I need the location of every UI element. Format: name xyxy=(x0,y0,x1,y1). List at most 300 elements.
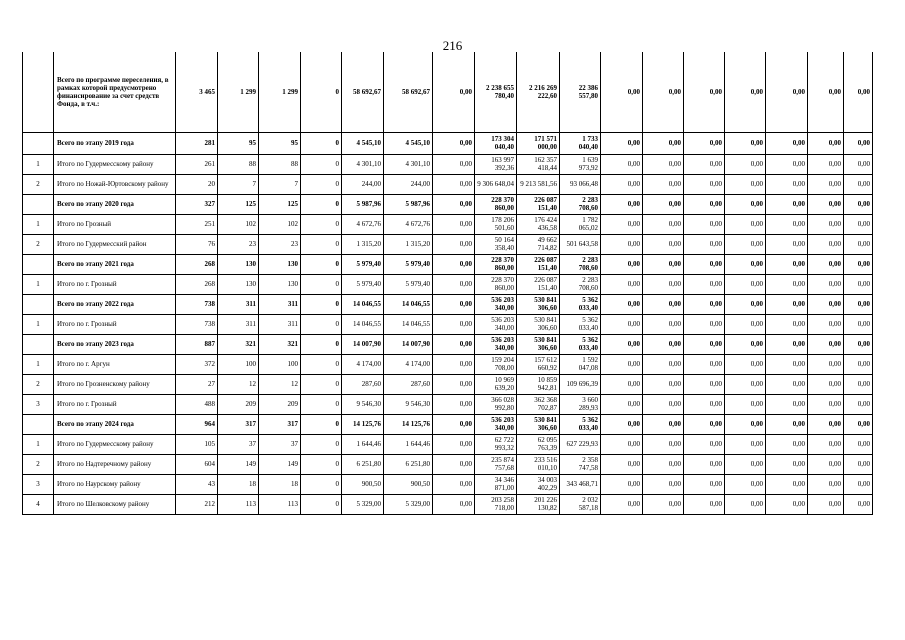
cell-c12: 0,00 xyxy=(643,194,684,214)
cell-c11: 0,00 xyxy=(601,274,643,294)
cell-c13: 0,00 xyxy=(684,52,725,132)
cell-c3: 95 xyxy=(259,132,301,154)
cell-c9: 49 662 714,82 xyxy=(517,234,560,254)
row-number: 1 xyxy=(23,434,54,454)
cell-c14: 0,00 xyxy=(725,494,766,514)
cell-c1: 20 xyxy=(176,174,218,194)
cell-c7: 0,00 xyxy=(433,474,475,494)
cell-c15: 0,00 xyxy=(766,294,808,314)
row-label: Итого по Грозненскому району xyxy=(54,374,176,394)
cell-c2: 100 xyxy=(218,354,259,374)
cell-c1: 604 xyxy=(176,454,218,474)
program-table xyxy=(22,52,873,515)
cell-c5: 14 125,76 xyxy=(342,414,384,434)
cell-c17: 0,00 xyxy=(844,52,873,132)
cell-c12: 0,00 xyxy=(643,52,684,132)
cell-c12: 0,00 xyxy=(643,254,684,274)
cell-c2: 88 xyxy=(218,154,259,174)
cell-c4: 0 xyxy=(301,414,342,434)
table-row xyxy=(23,274,873,294)
cell-c15: 0,00 xyxy=(766,494,808,514)
table-row xyxy=(23,494,873,514)
cell-c6: 14 046,55 xyxy=(384,294,433,314)
cell-c9: 157 612 660,92 xyxy=(517,354,560,374)
cell-c4: 0 xyxy=(301,494,342,514)
row-number: 3 xyxy=(23,394,54,414)
cell-c9: 34 003 402,29 xyxy=(517,474,560,494)
cell-c10: 2 283 708,60 xyxy=(560,194,601,214)
row-label: Всего по этапу 2023 года xyxy=(54,334,176,354)
cell-c5: 4 672,76 xyxy=(342,214,384,234)
cell-c7: 0,00 xyxy=(433,254,475,274)
cell-c16: 0,00 xyxy=(808,234,844,254)
cell-c10: 22 386 557,80 xyxy=(560,52,601,132)
cell-c15: 0,00 xyxy=(766,234,808,254)
cell-c14: 0,00 xyxy=(725,234,766,254)
cell-c13: 0,00 xyxy=(684,374,725,394)
cell-c17: 0,00 xyxy=(844,374,873,394)
cell-c11: 0,00 xyxy=(601,194,643,214)
row-label: Итого по Шелковскому району xyxy=(54,494,176,514)
cell-c14: 0,00 xyxy=(725,414,766,434)
table-row xyxy=(23,234,873,254)
cell-c3: 12 xyxy=(259,374,301,394)
cell-c11: 0,00 xyxy=(601,474,643,494)
cell-c8: 228 370 860,00 xyxy=(475,274,517,294)
cell-c16: 0,00 xyxy=(808,414,844,434)
table-row xyxy=(23,314,873,334)
cell-c12: 0,00 xyxy=(643,154,684,174)
cell-c9: 2 216 269 222,60 xyxy=(517,52,560,132)
cell-c16: 0,00 xyxy=(808,274,844,294)
cell-c17: 0,00 xyxy=(844,194,873,214)
summary-row xyxy=(23,132,873,154)
table-body xyxy=(23,52,873,514)
cell-c16: 0,00 xyxy=(808,454,844,474)
table-row xyxy=(23,154,873,174)
cell-c6: 5 987,96 xyxy=(384,194,433,214)
table-row xyxy=(23,354,873,374)
cell-c13: 0,00 xyxy=(684,132,725,154)
cell-c12: 0,00 xyxy=(643,414,684,434)
cell-c16: 0,00 xyxy=(808,434,844,454)
cell-c14: 0,00 xyxy=(725,254,766,274)
row-label: Итого по Гудермесскому району xyxy=(54,434,176,454)
cell-c8: 10 969 639,20 xyxy=(475,374,517,394)
cell-c16: 0,00 xyxy=(808,214,844,234)
cell-c8: 536 203 340,00 xyxy=(475,294,517,314)
cell-c9: 530 841 306,60 xyxy=(517,294,560,314)
row-number: 3 xyxy=(23,474,54,494)
cell-c2: 37 xyxy=(218,434,259,454)
cell-c3: 317 xyxy=(259,414,301,434)
cell-c7: 0,00 xyxy=(433,394,475,414)
cell-c4: 0 xyxy=(301,234,342,254)
cell-c13: 0,00 xyxy=(684,334,725,354)
cell-c7: 0,00 xyxy=(433,494,475,514)
cell-c9: 233 516 010,10 xyxy=(517,454,560,474)
cell-c5: 4 301,10 xyxy=(342,154,384,174)
row-label: Итого по Гудермесский район xyxy=(54,234,176,254)
cell-c5: 5 987,96 xyxy=(342,194,384,214)
cell-c2: 125 xyxy=(218,194,259,214)
cell-c15: 0,00 xyxy=(766,52,808,132)
cell-c12: 0,00 xyxy=(643,234,684,254)
cell-c1: 281 xyxy=(176,132,218,154)
cell-c10: 501 643,58 xyxy=(560,234,601,254)
table-row xyxy=(23,434,873,454)
cell-c5: 4 545,10 xyxy=(342,132,384,154)
cell-c5: 9 546,30 xyxy=(342,394,384,414)
cell-c3: 149 xyxy=(259,454,301,474)
cell-c5: 5 979,40 xyxy=(342,274,384,294)
row-number xyxy=(23,194,54,214)
row-number: 1 xyxy=(23,314,54,334)
cell-c10: 5 362 033,40 xyxy=(560,314,601,334)
cell-c12: 0,00 xyxy=(643,474,684,494)
cell-c14: 0,00 xyxy=(725,194,766,214)
cell-c14: 0,00 xyxy=(725,174,766,194)
cell-c4: 0 xyxy=(301,434,342,454)
cell-c12: 0,00 xyxy=(643,334,684,354)
cell-c1: 887 xyxy=(176,334,218,354)
cell-c8: 235 874 757,68 xyxy=(475,454,517,474)
row-number xyxy=(23,52,54,132)
cell-c10: 2 032 587,18 xyxy=(560,494,601,514)
cell-c13: 0,00 xyxy=(684,434,725,454)
cell-c8: 34 346 871,00 xyxy=(475,474,517,494)
cell-c5: 244,00 xyxy=(342,174,384,194)
cell-c8: 228 370 860,00 xyxy=(475,194,517,214)
cell-c9: 362 368 702,87 xyxy=(517,394,560,414)
row-number: 2 xyxy=(23,234,54,254)
cell-c17: 0,00 xyxy=(844,294,873,314)
cell-c8: 159 204 708,00 xyxy=(475,354,517,374)
row-label: Всего по этапу 2020 года xyxy=(54,194,176,214)
cell-c9: 530 841 306,60 xyxy=(517,334,560,354)
cell-c16: 0,00 xyxy=(808,314,844,334)
cell-c3: 125 xyxy=(259,194,301,214)
cell-c8: 366 028 992,80 xyxy=(475,394,517,414)
cell-c3: 311 xyxy=(259,294,301,314)
row-label: Всего по этапу 2024 года xyxy=(54,414,176,434)
cell-c12: 0,00 xyxy=(643,214,684,234)
cell-c12: 0,00 xyxy=(643,374,684,394)
cell-c6: 6 251,80 xyxy=(384,454,433,474)
cell-c12: 0,00 xyxy=(643,454,684,474)
cell-c9: 226 087 151,40 xyxy=(517,194,560,214)
cell-c10: 109 696,39 xyxy=(560,374,601,394)
cell-c1: 268 xyxy=(176,254,218,274)
cell-c12: 0,00 xyxy=(643,494,684,514)
cell-c7: 0,00 xyxy=(433,434,475,454)
cell-c17: 0,00 xyxy=(844,314,873,334)
cell-c5: 5 979,40 xyxy=(342,254,384,274)
cell-c12: 0,00 xyxy=(643,314,684,334)
cell-c4: 0 xyxy=(301,214,342,234)
cell-c2: 113 xyxy=(218,494,259,514)
cell-c6: 1 644,46 xyxy=(384,434,433,454)
cell-c17: 0,00 xyxy=(844,254,873,274)
cell-c8: 50 164 358,40 xyxy=(475,234,517,254)
table-row xyxy=(23,454,873,474)
cell-c17: 0,00 xyxy=(844,414,873,434)
cell-c13: 0,00 xyxy=(684,234,725,254)
row-number xyxy=(23,294,54,314)
cell-c15: 0,00 xyxy=(766,214,808,234)
cell-c16: 0,00 xyxy=(808,194,844,214)
row-number: 2 xyxy=(23,374,54,394)
row-number: 1 xyxy=(23,354,54,374)
row-label: Всего по программе переселения, в рамках которой предусмотрено финансирование за счет средств Фонда, в т.ч.: xyxy=(54,52,176,132)
cell-c1: 268 xyxy=(176,274,218,294)
cell-c3: 1 299 xyxy=(259,52,301,132)
cell-c13: 0,00 xyxy=(684,274,725,294)
cell-c7: 0,00 xyxy=(433,234,475,254)
cell-c14: 0,00 xyxy=(725,474,766,494)
cell-c6: 9 546,30 xyxy=(384,394,433,414)
cell-c4: 0 xyxy=(301,294,342,314)
cell-c5: 58 692,67 xyxy=(342,52,384,132)
cell-c8: 178 206 501,60 xyxy=(475,214,517,234)
cell-c11: 0,00 xyxy=(601,52,643,132)
cell-c14: 0,00 xyxy=(725,394,766,414)
cell-c7: 0,00 xyxy=(433,154,475,174)
cell-c17: 0,00 xyxy=(844,154,873,174)
cell-c9: 176 424 436,58 xyxy=(517,214,560,234)
cell-c8: 536 203 340,00 xyxy=(475,414,517,434)
cell-c11: 0,00 xyxy=(601,314,643,334)
summary-row xyxy=(23,194,873,214)
cell-c3: 100 xyxy=(259,354,301,374)
cell-c17: 0,00 xyxy=(844,234,873,254)
table-row xyxy=(23,394,873,414)
cell-c17: 0,00 xyxy=(844,174,873,194)
cell-c5: 1 644,46 xyxy=(342,434,384,454)
cell-c8: 163 997 392,36 xyxy=(475,154,517,174)
summary-row xyxy=(23,414,873,434)
cell-c5: 5 329,00 xyxy=(342,494,384,514)
cell-c12: 0,00 xyxy=(643,394,684,414)
cell-c9: 530 841 306,60 xyxy=(517,414,560,434)
cell-c14: 0,00 xyxy=(725,132,766,154)
row-number xyxy=(23,254,54,274)
cell-c15: 0,00 xyxy=(766,394,808,414)
cell-c7: 0,00 xyxy=(433,294,475,314)
cell-c8: 2 238 655 780,40 xyxy=(475,52,517,132)
cell-c10: 2 283 708,60 xyxy=(560,274,601,294)
cell-c9: 201 226 130,82 xyxy=(517,494,560,514)
cell-c5: 4 174,00 xyxy=(342,354,384,374)
row-label: Всего по этапу 2022 года xyxy=(54,294,176,314)
cell-c10: 2 283 708,60 xyxy=(560,254,601,274)
cell-c15: 0,00 xyxy=(766,474,808,494)
cell-c2: 130 xyxy=(218,254,259,274)
cell-c17: 0,00 xyxy=(844,354,873,374)
cell-c12: 0,00 xyxy=(643,354,684,374)
cell-c4: 0 xyxy=(301,174,342,194)
cell-c6: 1 315,20 xyxy=(384,234,433,254)
cell-c2: 102 xyxy=(218,214,259,234)
cell-c8: 228 370 860,00 xyxy=(475,254,517,274)
cell-c16: 0,00 xyxy=(808,474,844,494)
cell-c7: 0,00 xyxy=(433,414,475,434)
cell-c14: 0,00 xyxy=(725,374,766,394)
cell-c1: 327 xyxy=(176,194,218,214)
cell-c16: 0,00 xyxy=(808,294,844,314)
cell-c5: 14 046,55 xyxy=(342,314,384,334)
cell-c2: 130 xyxy=(218,274,259,294)
cell-c15: 0,00 xyxy=(766,314,808,334)
cell-c16: 0,00 xyxy=(808,354,844,374)
cell-c6: 14 125,76 xyxy=(384,414,433,434)
cell-c6: 287,60 xyxy=(384,374,433,394)
cell-c14: 0,00 xyxy=(725,354,766,374)
cell-c7: 0,00 xyxy=(433,454,475,474)
cell-c17: 0,00 xyxy=(844,334,873,354)
cell-c10: 627 229,93 xyxy=(560,434,601,454)
cell-c1: 3 465 xyxy=(176,52,218,132)
cell-c16: 0,00 xyxy=(808,154,844,174)
cell-c4: 0 xyxy=(301,52,342,132)
cell-c13: 0,00 xyxy=(684,194,725,214)
row-number xyxy=(23,414,54,434)
cell-c5: 6 251,80 xyxy=(342,454,384,474)
cell-c6: 14 046,55 xyxy=(384,314,433,334)
cell-c8: 536 203 340,00 xyxy=(475,314,517,334)
cell-c2: 1 299 xyxy=(218,52,259,132)
cell-c4: 0 xyxy=(301,314,342,334)
cell-c14: 0,00 xyxy=(725,334,766,354)
cell-c1: 964 xyxy=(176,414,218,434)
cell-c9: 171 571 000,00 xyxy=(517,132,560,154)
cell-c4: 0 xyxy=(301,194,342,214)
summary-row xyxy=(23,334,873,354)
cell-c2: 18 xyxy=(218,474,259,494)
cell-c15: 0,00 xyxy=(766,254,808,274)
cell-c10: 1 782 065,02 xyxy=(560,214,601,234)
cell-c16: 0,00 xyxy=(808,374,844,394)
cell-c9: 62 095 763,39 xyxy=(517,434,560,454)
cell-c15: 0,00 xyxy=(766,174,808,194)
cell-c13: 0,00 xyxy=(684,254,725,274)
cell-c3: 23 xyxy=(259,234,301,254)
cell-c1: 105 xyxy=(176,434,218,454)
cell-c3: 130 xyxy=(259,254,301,274)
row-label: Итого по Наурскому району xyxy=(54,474,176,494)
cell-c11: 0,00 xyxy=(601,132,643,154)
cell-c9: 162 357 418,44 xyxy=(517,154,560,174)
cell-c6: 14 007,90 xyxy=(384,334,433,354)
cell-c16: 0,00 xyxy=(808,334,844,354)
cell-c7: 0,00 xyxy=(433,374,475,394)
cell-c2: 321 xyxy=(218,334,259,354)
cell-c4: 0 xyxy=(301,454,342,474)
cell-c16: 0,00 xyxy=(808,254,844,274)
cell-c4: 0 xyxy=(301,254,342,274)
cell-c3: 7 xyxy=(259,174,301,194)
cell-c14: 0,00 xyxy=(725,434,766,454)
cell-c17: 0,00 xyxy=(844,474,873,494)
cell-c2: 311 xyxy=(218,294,259,314)
cell-c2: 95 xyxy=(218,132,259,154)
cell-c2: 317 xyxy=(218,414,259,434)
cell-c6: 4 301,10 xyxy=(384,154,433,174)
cell-c16: 0,00 xyxy=(808,52,844,132)
summary-row xyxy=(23,254,873,274)
cell-c3: 18 xyxy=(259,474,301,494)
cell-c13: 0,00 xyxy=(684,454,725,474)
cell-c11: 0,00 xyxy=(601,154,643,174)
cell-c17: 0,00 xyxy=(844,434,873,454)
cell-c8: 536 203 340,00 xyxy=(475,334,517,354)
cell-c11: 0,00 xyxy=(601,254,643,274)
row-number: 1 xyxy=(23,274,54,294)
cell-c5: 900,50 xyxy=(342,474,384,494)
cell-c10: 5 362 033,40 xyxy=(560,294,601,314)
cell-c2: 149 xyxy=(218,454,259,474)
cell-c11: 0,00 xyxy=(601,174,643,194)
cell-c6: 5 979,40 xyxy=(384,274,433,294)
cell-c14: 0,00 xyxy=(725,314,766,334)
cell-c7: 0,00 xyxy=(433,52,475,132)
row-number: 2 xyxy=(23,174,54,194)
cell-c7: 0,00 xyxy=(433,274,475,294)
cell-c2: 12 xyxy=(218,374,259,394)
cell-c15: 0,00 xyxy=(766,194,808,214)
cell-c17: 0,00 xyxy=(844,394,873,414)
cell-c6: 4 174,00 xyxy=(384,354,433,374)
page-number: 216 xyxy=(442,38,463,53)
cell-c13: 0,00 xyxy=(684,314,725,334)
cell-c5: 14 007,90 xyxy=(342,334,384,354)
cell-c6: 900,50 xyxy=(384,474,433,494)
row-label: Итого по г. Грозный xyxy=(54,274,176,294)
cell-c15: 0,00 xyxy=(766,334,808,354)
table-row xyxy=(23,214,873,234)
summary-row xyxy=(23,52,873,132)
cell-c13: 0,00 xyxy=(684,494,725,514)
cell-c13: 0,00 xyxy=(684,474,725,494)
cell-c8: 9 306 648,04 xyxy=(475,174,517,194)
cell-c11: 0,00 xyxy=(601,334,643,354)
cell-c13: 0,00 xyxy=(684,294,725,314)
cell-c1: 43 xyxy=(176,474,218,494)
cell-c4: 0 xyxy=(301,394,342,414)
cell-c10: 5 362 033,40 xyxy=(560,334,601,354)
cell-c13: 0,00 xyxy=(684,154,725,174)
cell-c1: 251 xyxy=(176,214,218,234)
cell-c13: 0,00 xyxy=(684,414,725,434)
cell-c17: 0,00 xyxy=(844,132,873,154)
table-row xyxy=(23,374,873,394)
cell-c7: 0,00 xyxy=(433,354,475,374)
cell-c1: 738 xyxy=(176,294,218,314)
cell-c11: 0,00 xyxy=(601,414,643,434)
cell-c9: 226 087 151,40 xyxy=(517,274,560,294)
cell-c4: 0 xyxy=(301,374,342,394)
cell-c14: 0,00 xyxy=(725,214,766,234)
cell-c7: 0,00 xyxy=(433,314,475,334)
cell-c2: 311 xyxy=(218,314,259,334)
cell-c11: 0,00 xyxy=(601,374,643,394)
cell-c1: 27 xyxy=(176,374,218,394)
cell-c17: 0,00 xyxy=(844,274,873,294)
cell-c13: 0,00 xyxy=(684,354,725,374)
cell-c12: 0,00 xyxy=(643,132,684,154)
cell-c4: 0 xyxy=(301,474,342,494)
cell-c15: 0,00 xyxy=(766,434,808,454)
